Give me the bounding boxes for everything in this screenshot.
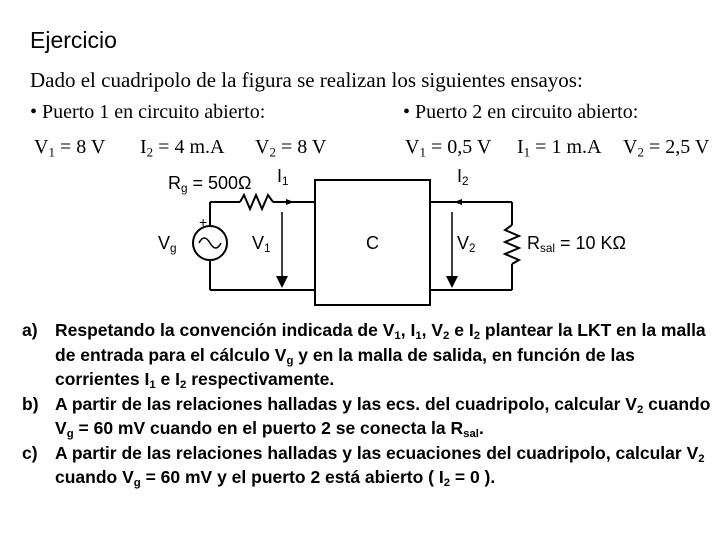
page-title: Ejercicio xyxy=(30,27,117,53)
question-body: Respetando la convención indicada de $V_1$, $I_1$, $V_2$ e $I_2$ plantear la LKT en la malla de entrada para el cálculo $V_g$ y en la malla de salida, en función de las corrientes $I_1$ e $I_2$ respectivamente. xyxy=(55,320,706,391)
v2-circuit-symbol: V xyxy=(457,233,470,253)
i2-sub: 2 xyxy=(462,174,469,188)
bullet-glyph: • xyxy=(30,101,38,123)
i1-sub: 1 xyxy=(282,174,289,188)
test1-v1-symbol: V xyxy=(34,136,49,158)
test2-v1-value: = 0,5 V xyxy=(425,136,492,158)
i2-symbol: I xyxy=(457,166,463,186)
rsal-value: = 10 KΩ xyxy=(554,233,626,253)
i1-label xyxy=(277,166,289,187)
test2-i1-value: = 1 m.A xyxy=(530,136,602,158)
rsal-label xyxy=(527,233,626,254)
v2-circuit-label xyxy=(457,233,476,254)
question-body: A partir de las relaciones halladas y las ecs. del cuadripolo, calcular $V_2$ cuando $V_g = 60$ mV cuando en el puerto 2 se conecta la $R_{sal}$. xyxy=(55,393,711,440)
test2-i1-symbol: I xyxy=(517,136,524,158)
test1-i2-symbol: I xyxy=(140,136,147,158)
test1-i2-value: = 4 m.A xyxy=(153,136,225,158)
v1-circuit-label xyxy=(252,233,271,254)
bullet-glyph: • xyxy=(403,101,411,123)
question-c xyxy=(22,441,712,490)
v2-circuit-sub: 2 xyxy=(469,241,476,255)
rg-symbol: R xyxy=(168,173,181,193)
test2-i1-sub: 1 xyxy=(523,144,531,160)
vg-label xyxy=(158,233,177,254)
test2-v2-sub: 2 xyxy=(637,144,644,160)
rg-sub: g xyxy=(181,181,188,195)
question-b xyxy=(22,392,712,441)
i1-symbol: I xyxy=(277,166,283,186)
test1-v2-value: = 8 V xyxy=(275,136,327,158)
test2-heading-text: Puerto 2 en circuito abierto: xyxy=(415,101,639,123)
rg-label xyxy=(168,173,252,194)
vg-sub: g xyxy=(170,241,177,255)
test2-v2-value: = 2,5 V xyxy=(643,136,710,158)
v1-circuit-sub: 1 xyxy=(264,241,271,255)
test2-v1-symbol: V xyxy=(405,136,420,158)
question-body: A partir de las relaciones halladas y las ecuaciones del cuadripolo, calcular $V_2$ cuando $V_g = 60$ mV y el puerto 2 está abierto ( $I_2 = 0$ ). xyxy=(55,442,705,489)
test1-v2-sub: 2 xyxy=(269,144,276,160)
question-letter: c) xyxy=(22,442,38,463)
rg-resistor xyxy=(240,195,273,209)
question-letter: a) xyxy=(22,320,38,340)
box-label: C xyxy=(366,233,379,253)
question-a xyxy=(22,318,712,392)
rsal-symbol: R xyxy=(527,233,540,253)
intro-text: Dado el cuadripolo de la figura se realizan los siguientes ensayos: xyxy=(30,68,583,92)
rg-value: = 500Ω xyxy=(187,173,252,193)
question-letter: b) xyxy=(22,393,39,414)
questions-list xyxy=(22,318,712,490)
test1-heading-text: Puerto 1 en circuito abierto: xyxy=(42,101,266,123)
vg-symbol: V xyxy=(158,233,171,253)
rsal-resistor xyxy=(505,225,519,264)
ac-wave-icon xyxy=(199,238,221,248)
plus-sign: + xyxy=(199,214,208,230)
test1-v1-sub: 1 xyxy=(48,144,55,160)
test1-v2-symbol: V xyxy=(255,136,270,158)
test1-v1-value: = 8 V xyxy=(54,136,106,158)
test2-v2-symbol: V xyxy=(623,136,638,158)
i2-arrow-icon xyxy=(454,199,462,205)
i2-label xyxy=(457,166,469,187)
test1-i2-sub: 2 xyxy=(146,144,154,160)
rsal-sub: sal xyxy=(540,241,555,255)
test2-v1-sub: 1 xyxy=(419,144,426,160)
i1-arrow-icon xyxy=(286,199,294,205)
v1-circuit-symbol: V xyxy=(252,233,265,253)
